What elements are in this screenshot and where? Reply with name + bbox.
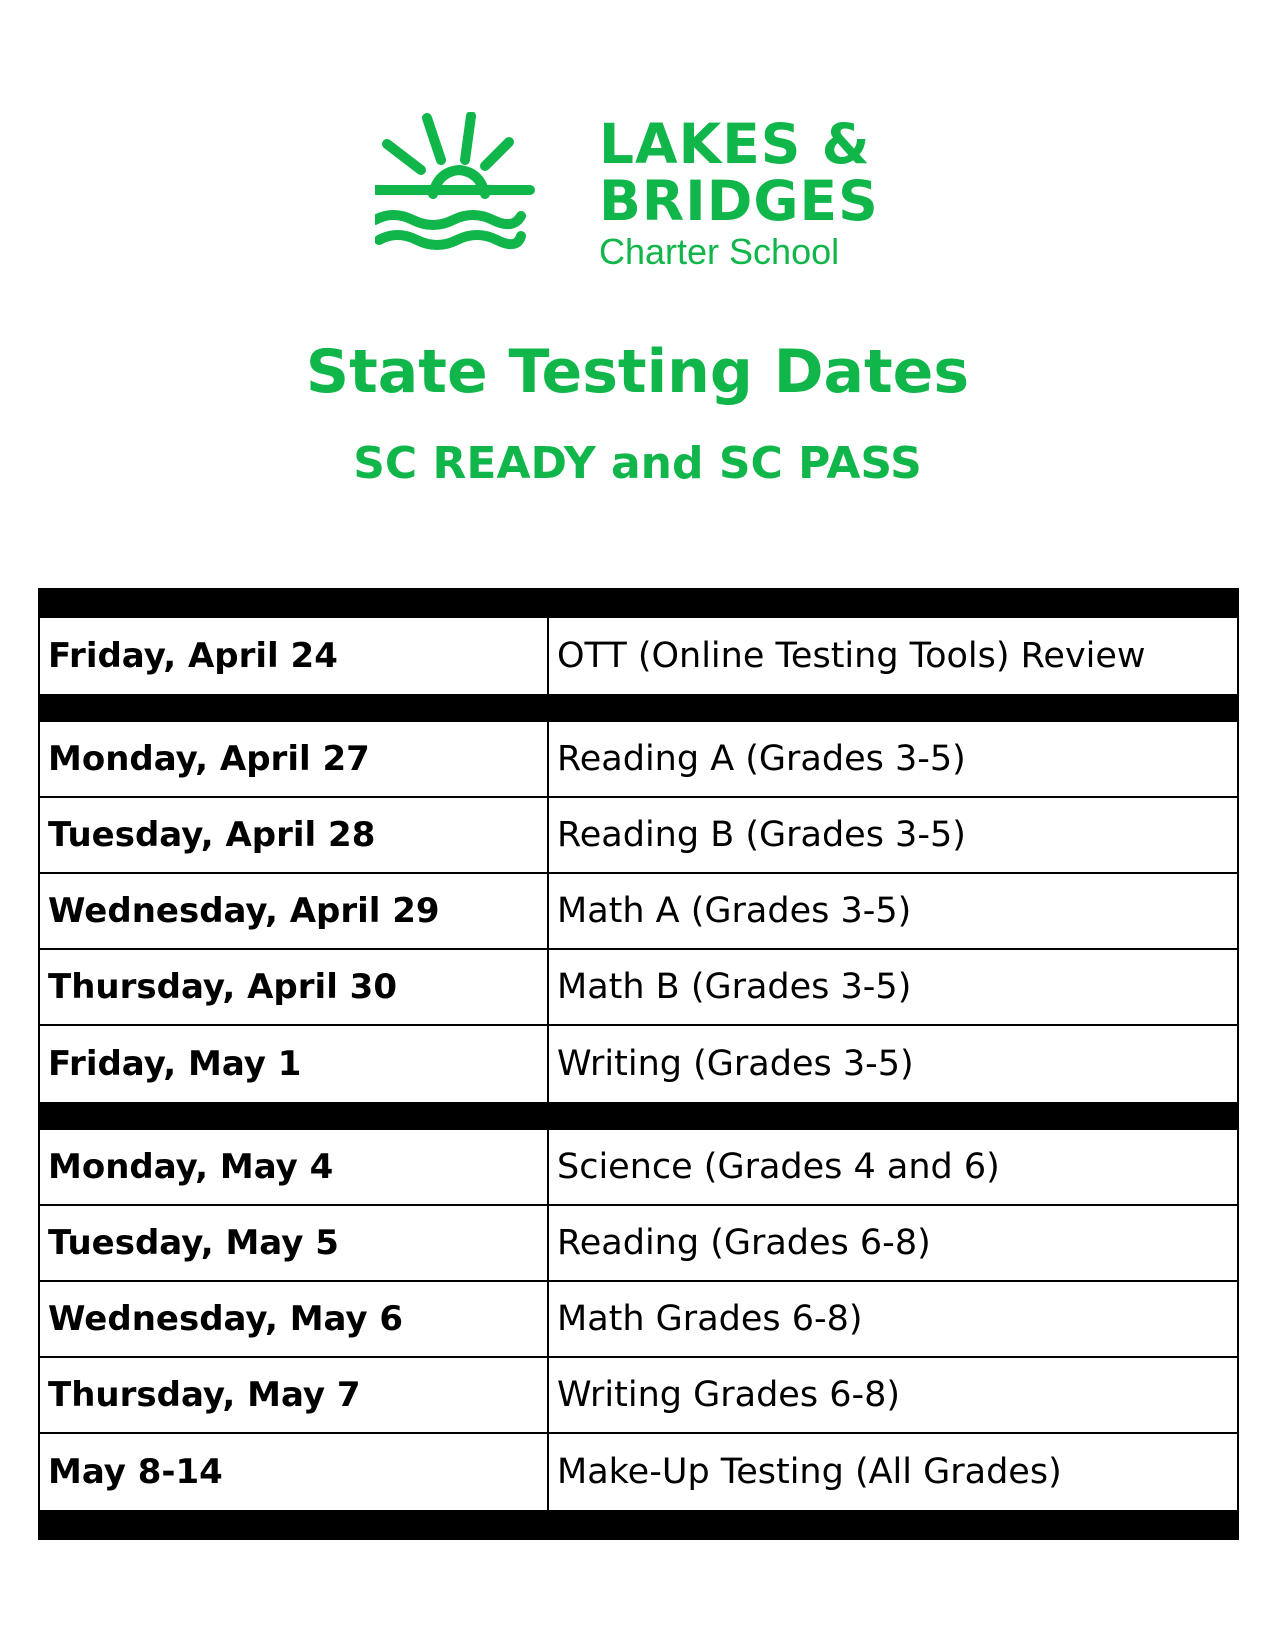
- group-separator: [40, 590, 1237, 618]
- test-cell: Math A (Grades 3-5): [557, 891, 912, 931]
- group-separator: [40, 1510, 1237, 1538]
- page-title: State Testing Dates: [305, 337, 970, 407]
- date-cell: Monday, May 4: [40, 1130, 549, 1204]
- date-cell: Thursday, May 7: [40, 1358, 549, 1432]
- test-cell: OTT (Online Testing Tools) Review: [557, 636, 1146, 676]
- table-row: [40, 798, 1237, 874]
- test-cell: Writing Grades 6-8): [557, 1375, 901, 1415]
- group-separator: [40, 694, 1237, 722]
- logo-text-line-1: LAKES &: [599, 112, 871, 176]
- test-cell: Reading B (Grades 3-5): [557, 815, 966, 855]
- table-row: [40, 1434, 1237, 1510]
- table-row: [40, 1130, 1237, 1206]
- test-cell: Math B (Grades 3-5): [557, 967, 912, 1007]
- table-row: [40, 618, 1237, 694]
- date-cell: Monday, April 27: [40, 722, 549, 796]
- test-cell: Reading (Grades 6-8): [557, 1223, 931, 1263]
- logo-wordmark: [599, 112, 879, 272]
- date-cell: Wednesday, April 29: [40, 874, 549, 948]
- page-subtitle: SC READY and SC PASS: [353, 438, 922, 489]
- date-cell: Tuesday, May 5: [40, 1206, 549, 1280]
- table-row: [40, 1026, 1237, 1102]
- group-separator: [40, 1102, 1237, 1130]
- testing-schedule-table: [38, 588, 1239, 1540]
- table-row: [40, 874, 1237, 950]
- test-cell: Science (Grades 4 and 6): [557, 1147, 1000, 1187]
- date-cell: Wednesday, May 6: [40, 1282, 549, 1356]
- logo-text-line-3: Charter School: [599, 231, 840, 272]
- table-row: [40, 1206, 1237, 1282]
- date-cell: Thursday, April 30: [40, 950, 549, 1024]
- date-cell: Friday, April 24: [40, 618, 549, 694]
- logo-text-line-2: BRIDGES: [599, 169, 879, 233]
- test-cell: Math Grades 6-8): [557, 1299, 863, 1339]
- table-row: [40, 1358, 1237, 1434]
- table-row: [40, 722, 1237, 798]
- school-logo: [375, 112, 905, 282]
- test-cell: Reading A (Grades 3-5): [557, 739, 966, 779]
- date-cell: Friday, May 1: [40, 1026, 549, 1102]
- test-cell: Make-Up Testing (All Grades): [557, 1452, 1062, 1492]
- table-row: [40, 950, 1237, 1026]
- date-cell: May 8-14: [40, 1434, 549, 1510]
- sun-over-waves-icon: [375, 112, 565, 272]
- test-cell: Writing (Grades 3-5): [557, 1044, 914, 1084]
- date-cell: Tuesday, April 28: [40, 798, 549, 872]
- table-row: [40, 1282, 1237, 1358]
